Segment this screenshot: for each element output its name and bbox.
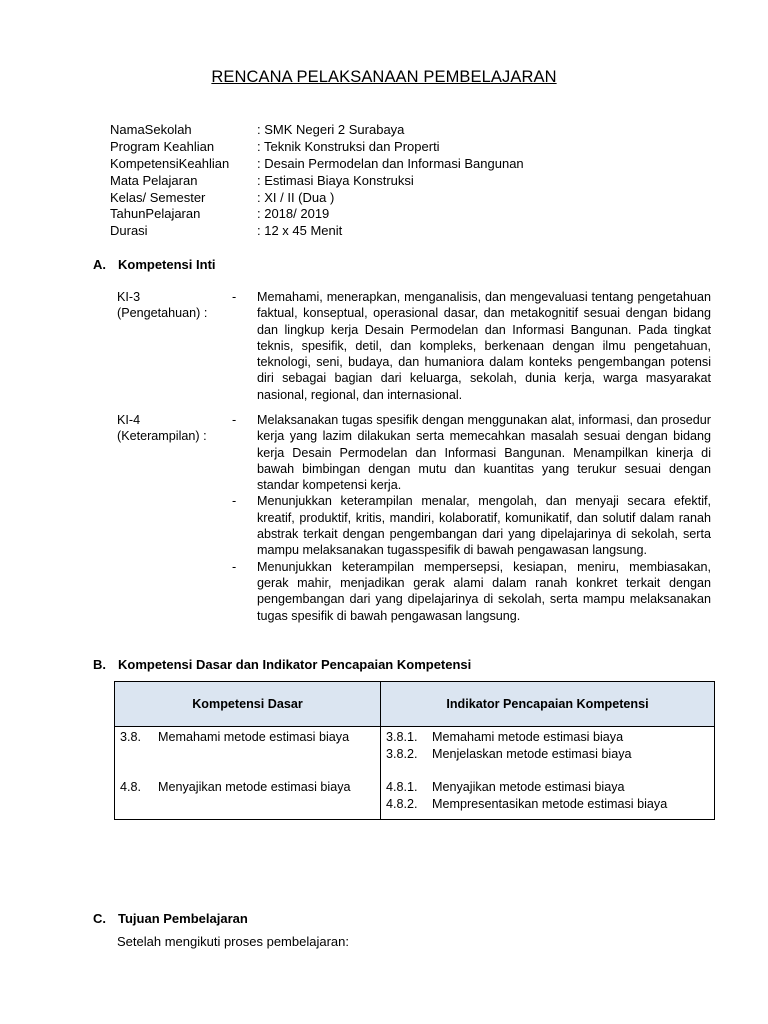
identity-value: : SMK Negeri 2 Surabaya [257,122,405,137]
ki4-items [232,412,711,624]
ki3-items [232,289,711,403]
ki4-label [117,412,232,624]
table-header-row [115,682,715,727]
ipk-number: 4.8.2. [386,797,418,811]
identity-label: Kelas/ Semester [110,189,206,205]
kd-text: Menyajikan metode estimasi biaya [158,780,351,794]
ki-item-text: Melaksanakan tugas spesifik dengan menggunakan alat, informasi, dan prosedur kerja yang lazim dilakukan serta memecahkan masalah sesuai dengan bidang kerja Desain Permodelan dan Informasi Bangunan. Menampilkan kinerja di bawah bimbingan dengan mutu dan kuantitas yang terukur sesuai dengan standar kompetensi kerja. [257,413,711,493]
identity-value: : Desain Permodelan dan Informasi Bangunan [257,155,524,171]
ipk-item [386,746,709,763]
kd-text: Memahami metode estimasi biaya [158,730,350,744]
identity-label: Mata Pelajaran [110,172,198,188]
table-row [115,727,715,820]
bullet-dash: - [232,494,237,509]
ki-item-text: Memahami, menerapkan, menganalisis, dan mengevaluasi tentang pengetahuan faktual, konseptual, operasional dasar, dan metakognitif sesuai dengan bidang dan lingkup kerja Desain Permodelan dan Informasi Bangunan. Pada tingkat teknis, spesifik, detil, dan kompleks, berkenaan dengan ilmu pengetahuan, teknologi, seni, budaya, dan humaniora dalam konteks pengembangan potensi diri sebagai bagian dari keluarga, sekolah, dunia kerja, warga masyarakat nasional, regional, dan internasional. [257,290,711,402]
ipk-item [386,796,709,813]
identity-label: Program Keahlian [110,138,215,154]
ki3-code: KI-3 [117,290,141,304]
kd-cell [115,727,381,820]
ipk-number: 3.8.1. [386,730,418,744]
section-title: Tujuan Pembelajaran [118,911,248,926]
competency-table [114,681,715,820]
identity-value: : 2018/ 2019 [257,206,330,222]
ki-item [232,493,711,558]
kd-number: 3.8. [120,730,142,744]
ki-item [232,289,711,403]
identity-row [110,206,610,223]
section-c-intro: Setelah mengikuti proses pembelajaran: [117,934,349,949]
ipk-item [386,729,709,746]
ki3-type: (Pengetahuan) : [117,306,208,321]
ipk-cell [381,727,715,820]
ki-item [232,559,711,624]
section-b-heading [93,657,471,672]
identity-label: TahunPelajaran [110,206,201,222]
ipk-number: 4.8.1. [386,780,418,794]
identity-label: Durasi [110,223,148,239]
ipk-text: Mempresentasikan metode estimasi biaya [432,797,668,811]
ipk-item [386,779,709,796]
bullet-dash: - [232,290,237,304]
kd-item [120,729,375,746]
ipk-text: Menjelaskan metode estimasi biaya [432,747,632,761]
kd-item [120,779,375,796]
bullet-dash: - [232,559,237,574]
section-c-heading [93,911,248,926]
bullet-dash: - [232,413,237,427]
ipk-text: Memahami metode estimasi biaya [432,730,624,744]
identity-value: : Teknik Konstruksi dan Properti [257,138,440,154]
page-title: RENCANA PELAKSANAAN PEMBELAJARAN [211,68,557,86]
section-a-heading [93,257,216,272]
section-letter: A. [93,257,106,272]
section-letter: C. [93,911,106,926]
identity-row [110,156,610,173]
identity-row [110,190,610,207]
identity-value: : XI / II (Dua ) [257,189,335,205]
ki4-code: KI-4 [117,413,141,427]
kd-number: 4.8. [120,780,142,794]
table-header-kd: Kompetensi Dasar [115,682,381,727]
identity-label: NamaSekolah [110,122,192,137]
table-header-ipk: Indikator Pencapaian Kompetensi [381,682,715,727]
ki3-label [117,289,232,403]
ipk-text: Menyajikan metode estimasi biaya [432,780,625,794]
ki-item-text: Menunjukkan keterampilan menalar, mengolah, dan menyaji secara efektif, kreatif, produktif, kritis, mandiri, kolaboratif, komunikatif, dan solutif dalam ranah abstrak terkait dengan pengembangan dari yang dipelajarinya di sekolah, serta mampu melaksanakan tugasspesifik di bawah pengawasan langsung. [257,494,711,558]
section-title: Kompetensi Dasar dan Indikator Pencapaian Kompetensi [118,657,472,672]
ki-item [232,412,711,493]
ki-item-text: Menunjukkan keterampilan mempersepsi, kesiapan, meniru, membiasakan, gerak mahir, menjadikan gerak alami dalam ranah konkret terkait dengan pengembangan dari yang dipelajarinya di sekolah, serta mampu melaksanakan tugas spesifik di bawah pengawasan langsung. [257,559,711,623]
section-title: Kompetensi Inti [118,257,216,272]
identity-label: KompetensiKeahlian [110,155,230,171]
identity-block [110,122,610,240]
ki3-block [117,289,711,403]
ki4-type: (Keterampilan) : [117,429,207,444]
identity-row [110,223,610,240]
ipk-number: 3.8.2. [386,747,418,761]
section-letter: B. [93,657,106,672]
identity-row [110,139,610,156]
identity-value: : 12 x 45 Menit [257,223,343,239]
identity-value: : Estimasi Biaya Konstruksi [257,172,414,188]
identity-row [110,173,610,190]
ki4-block [117,412,711,624]
identity-row [110,122,610,139]
